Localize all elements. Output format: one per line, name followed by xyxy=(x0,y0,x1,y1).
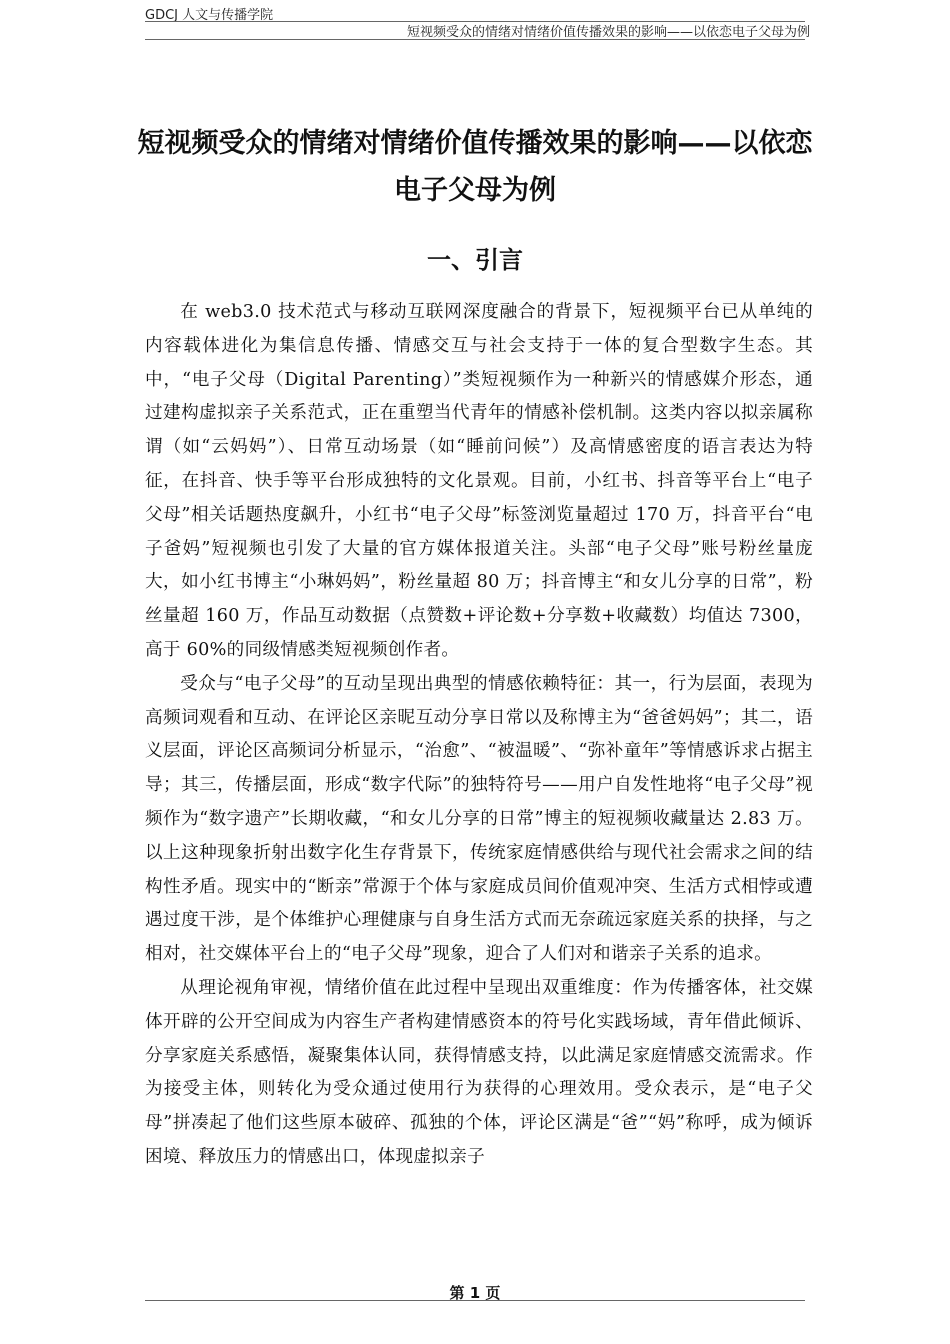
header-running-title: 短视频受众的情绪对情绪价值传播效果的影响——以依恋电子父母为例 xyxy=(406,25,810,40)
header-divider-bottom xyxy=(145,39,805,40)
paragraph-2: 受众与“电子父母”的互动呈现出典型的情感依赖特征：其一，行为层面，表现为高频词观看和互动、在评论区亲昵互动分享日常以及称博主为“爸爸妈妈”；其二，语义层面，评论区高频词分析显示，“治愈”、“被温暖”、“弥补童年”等情感诉求占据主导；其三，传播层面，形成“数字代际”的独特符号——用户自发性地将“电子父母”视频作为“数字遗产”长期收藏，“和女儿分享的日常”博主的短视频收藏量达 2.83 万。以上这种现象折射出数字化生存背景下，传统家庭情感供给与现代社会需求之间的结构性矛盾。现实中的“断亲”常源于个体与家庭成员间价值观冲突、生活方式相悖或遭遇过度干涉，是个体维护心理健康与自身生活方式而无奈疏远家庭关系的抉择，与之相对，社交媒体平台上的“电子父母”现象，迎合了人们对和谐亲子关系的追求。 xyxy=(145,673,813,965)
header-institution: GDCJ 人文与传播学院 xyxy=(145,8,274,23)
page-number: 第 1 页 xyxy=(449,1284,501,1302)
footer-divider xyxy=(145,1300,805,1301)
paragraph-1: 在 web3.0 技术范式与移动互联网深度融合的背景下，短视频平台已从单纯的内容载体进化为集信息传播、情感交互与社会支持于一体的复合型数字生态。其中，“电子父母（Digital Parenting）”类短视频作为一种新兴的情感媒介形态，通过建构虚拟亲子关系范式，正在重塑当代青年的情感补偿机制。这类内容以拟亲属称谓（如“云妈妈”）、日常互动场景（如“睡前问候”）及高情感密度的语言表达为特征，在抖音、快手等平台形成独特的文化景观。目前，小红书、抖音等平台上“电子父母”相关话题热度飙升，小红书“电子父母”标签浏览量超过 170 万，抖音平台“电子爸妈”短视频也引发了大量的官方媒体报道关注。头部“电子父母”账号粉丝量庞大，如小红书博主“小琳妈妈”，粉丝量超 80 万；抖音博主“和女儿分享的日常”，粉丝量超 160 万，作品互动数据（点赞数+评论数+分享数+收藏数）均值达 7300，高于 60%的同级情感类短视频创作者。 xyxy=(145,302,813,660)
document-body xyxy=(145,296,813,1175)
document-title: 短视频受众的情绪对情绪价值传播效果的影响——以依恋电子父母为例 xyxy=(137,128,813,206)
section-heading: 一、引言 xyxy=(427,246,523,274)
paragraph-3: 从理论视角审视，情绪价值在此过程中呈现出双重维度：作为传播客体，社交媒体开辟的公开空间成为内容生产者构建情感资本的符号化实践场域，青年借此倾诉、分享家庭关系感悟，凝聚集体认同，获得情感支持，以此满足家庭情感交流需求。作为接受主体，则转化为受众通过使用行为获得的心理效用。受众表示，是“电子父母”拼凑起了他们这些原本破碎、孤独的个体，评论区满是“爸”“妈”称呼，成为倾诉困境、释放压力的情感出口，体现虚拟亲子 xyxy=(145,977,813,1167)
